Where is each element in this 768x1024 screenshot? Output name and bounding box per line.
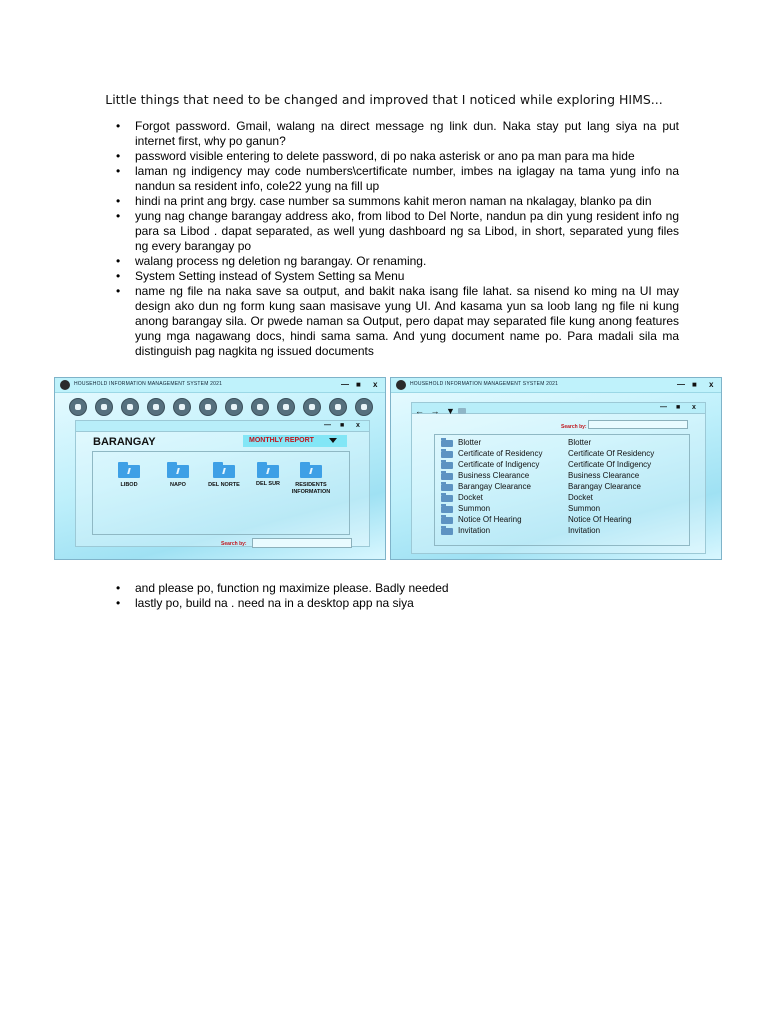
list-item: • walang process ng deletion ng barangay. Or renaming. xyxy=(117,254,679,269)
files-icon[interactable] xyxy=(277,398,295,416)
folder-icon xyxy=(441,495,453,502)
doc-name: Blotter xyxy=(458,438,482,447)
search-input[interactable] xyxy=(252,538,352,548)
users-icon[interactable] xyxy=(303,398,321,416)
folder-icon xyxy=(441,528,453,535)
list-item[interactable] xyxy=(435,481,689,492)
list-item: • System Setting instead of System Setting sa Menu xyxy=(117,269,679,284)
list-item[interactable] xyxy=(435,448,689,459)
doc-value: Notice Of Hearing xyxy=(568,515,632,524)
settings-icon[interactable] xyxy=(355,398,373,416)
documents-icon[interactable] xyxy=(147,398,165,416)
list-item[interactable] xyxy=(435,437,689,448)
folder-label-residents-information[interactable]: RESIDENTS INFORMATION xyxy=(291,482,331,495)
doc-value: Blotter xyxy=(568,438,592,447)
folder-icon xyxy=(441,473,453,480)
folder-icon[interactable] xyxy=(257,462,279,478)
minimize-icon[interactable]: — xyxy=(324,422,331,429)
list-item: • password visible entering to delete password, di po naka asterisk or ano pa man para ma hide xyxy=(117,149,679,164)
section-title: BARANGAY xyxy=(93,436,156,448)
list-item[interactable] xyxy=(435,514,689,525)
close-icon[interactable]: x xyxy=(692,404,696,411)
folder-icon xyxy=(441,440,453,447)
documents-window-screenshot xyxy=(390,377,722,560)
maximize-icon[interactable]: ■ xyxy=(692,380,697,389)
close-icon[interactable]: x xyxy=(373,380,378,389)
search-label: Search by: xyxy=(561,424,587,430)
notes-list-after xyxy=(117,581,679,611)
page-heading: Little things that need to be changed and improved that I noticed while exploring HIMS... xyxy=(105,92,663,107)
folder-icon xyxy=(458,408,466,414)
doc-value: Invitation xyxy=(568,526,601,535)
folder-icon xyxy=(441,484,453,491)
maximize-icon[interactable]: ■ xyxy=(340,422,345,429)
maximize-icon[interactable]: ■ xyxy=(356,380,361,389)
document-list xyxy=(434,434,690,546)
report-label: MONTHLY REPORT xyxy=(249,437,314,444)
doc-name: Certificate of Indigency xyxy=(458,460,540,469)
list-item: • hindi na print ang brgy. case number sa summons kahit meron naman na nkalagay, blanko pa din xyxy=(117,194,679,209)
chat-icon[interactable] xyxy=(329,398,347,416)
doc-value: Summon xyxy=(568,504,601,513)
folder-icon xyxy=(441,506,453,513)
doc-name: Docket xyxy=(458,493,483,502)
minimize-icon[interactable]: — xyxy=(341,380,349,389)
close-icon[interactable]: x xyxy=(356,422,360,429)
window-title: HOUSEHOLD INFORMATION MANAGEMENT SYSTEM 2021 xyxy=(74,381,223,387)
doc-value: Certificate Of Residency xyxy=(568,449,655,458)
doc-name: Certificate of Residency xyxy=(458,449,543,458)
folder-icon[interactable] xyxy=(167,462,189,478)
maximize-icon[interactable]: ■ xyxy=(676,404,681,411)
folder-icon xyxy=(441,517,453,524)
app-logo-icon xyxy=(396,380,406,390)
chevron-down-icon xyxy=(329,438,337,443)
list-item[interactable] xyxy=(435,470,689,481)
folder-label-napo[interactable]: NAPO xyxy=(170,482,186,488)
list-item: • laman ng indigency may code numbers\certificate number, imbes na iglagay na tama yung info na nandun sa resident info, cole22 yung na fill up xyxy=(117,164,679,194)
nav-arrows[interactable]: ← → ▼ xyxy=(415,406,457,416)
search-input[interactable] xyxy=(588,420,688,429)
logout-icon[interactable] xyxy=(251,398,269,416)
folder-icon xyxy=(441,462,453,469)
folder-icon xyxy=(441,451,453,458)
dashboard-icon[interactable] xyxy=(69,398,87,416)
doc-name: Notice Of Hearing xyxy=(458,515,522,524)
doc-value: Certificate Of Indigency xyxy=(568,460,652,469)
residents-icon[interactable] xyxy=(121,398,139,416)
folder-label-libod[interactable]: LIBOD xyxy=(120,482,138,488)
list-item: • Forgot password. Gmail, walang na direct message ng link dun. Naka stay put lang siya na put internet first, why po ganun? xyxy=(117,119,679,149)
list-item[interactable] xyxy=(435,525,689,536)
inner-titlebar xyxy=(76,421,369,432)
window-titlebar xyxy=(55,378,385,393)
list-item[interactable] xyxy=(435,459,689,470)
list-item: • yung nag change barangay address ako, from libod to Del Norte, nandun pa din yung resident info ng para sa Libod . dapat separated, as well yung dashboard ng sa Libod, in short, separated yung files ng every barangay po xyxy=(117,209,679,254)
list-item[interactable] xyxy=(435,503,689,514)
window-title: HOUSEHOLD INFORMATION MANAGEMENT SYSTEM 2021 xyxy=(410,381,559,387)
notes-list xyxy=(117,119,679,359)
list-item: • name ng file na naka save sa output, and bakit naka isang file lahat. sa nisend ko ming na UI may design ako dun ng form kung saan masisave yung UI. And kasama yun sa loob lang ng file ni kung anong barangay sila. Or pwede naman sa Output, pero dapat may separated file kung anong features yung mga nagawang docs, hindi sama sama. And yung document name po. Para madali sila ma distinguish pag nagkita ng issued documents xyxy=(117,284,679,359)
window-titlebar xyxy=(391,378,721,393)
doc-name: Business Clearance xyxy=(458,471,530,480)
doc-name: Barangay Clearance xyxy=(458,482,531,491)
doc-name: Summon xyxy=(458,504,491,513)
app-logo-icon xyxy=(60,380,70,390)
minimize-icon[interactable]: — xyxy=(660,404,667,411)
list-item: • and please po, function ng maximize please. Badly needed xyxy=(117,581,679,596)
records-icon[interactable] xyxy=(199,398,217,416)
print-icon[interactable] xyxy=(173,398,191,416)
doc-name: Invitation xyxy=(458,526,491,535)
folder-icon[interactable] xyxy=(300,462,322,478)
doc-value: Barangay Clearance xyxy=(568,482,641,491)
close-icon[interactable]: x xyxy=(709,380,714,389)
monthly-report-dropdown[interactable] xyxy=(243,435,347,447)
folder-label-del-norte[interactable]: DEL NORTE xyxy=(208,482,240,488)
doc-value: Docket xyxy=(568,493,593,502)
barangay-icon[interactable] xyxy=(95,398,113,416)
reports-icon[interactable] xyxy=(225,398,243,416)
folder-label-del-sur[interactable]: DEL SUR xyxy=(255,481,281,487)
search-label: Search by: xyxy=(221,541,247,547)
list-item: • lastly po, build na . need na in a desktop app na siya xyxy=(117,596,679,611)
list-item[interactable] xyxy=(435,492,689,503)
minimize-icon[interactable]: — xyxy=(677,380,685,389)
doc-value: Business Clearance xyxy=(568,471,640,480)
folder-icon[interactable] xyxy=(213,462,235,478)
barangay-window-screenshot xyxy=(54,377,386,560)
folder-icon[interactable] xyxy=(118,462,140,478)
